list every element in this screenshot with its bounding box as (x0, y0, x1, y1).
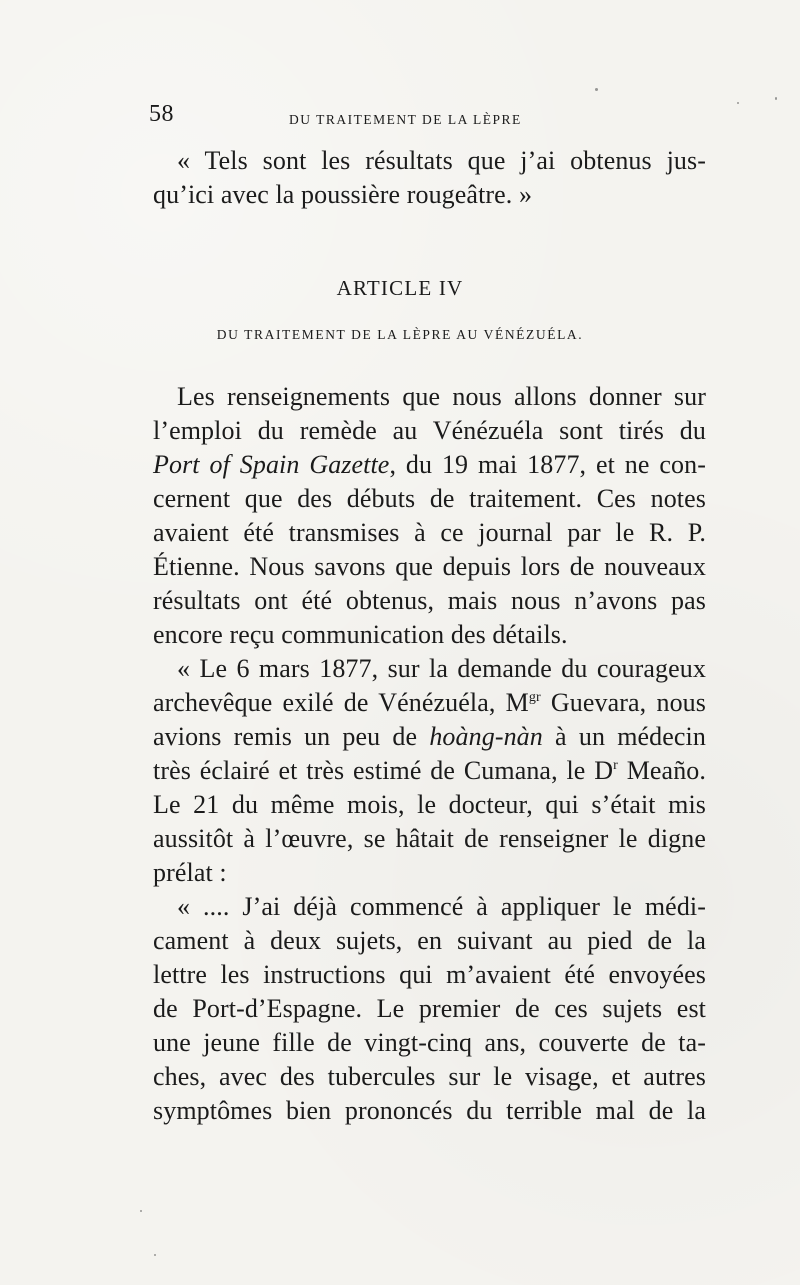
page-number: 58 (149, 101, 174, 127)
text-line: encore reçu communication des détails. (153, 620, 568, 649)
text-line: résultats ont été obtenus, mais nous n’avons pas (153, 586, 706, 615)
text-line: aussitôt à l’œuvre, se hâtait de renseigner le digne (153, 824, 706, 853)
print-speck (595, 88, 598, 91)
text-fragment: Meaño. (617, 756, 706, 785)
text-fragment: à un médecin (542, 722, 706, 751)
paragraph-intro (153, 380, 706, 652)
text-fragment: très éclairé et très estimé de Cumana, le D (153, 756, 614, 785)
text-fragment: Guevara, nous (540, 688, 706, 717)
text-line (153, 754, 706, 788)
text-line: « Tels sont les résultats que j’ai obtenus jus- (177, 146, 706, 175)
text-line: cernent que des débuts de traitement. Ces notes (153, 484, 706, 513)
text-line: ches, avec des tubercules sur le visage, et autres (153, 1062, 706, 1091)
journal-title: Port of Spain Gazette (153, 450, 390, 479)
text-line: qu’ici avec la poussière rougeâtre. » (153, 180, 533, 209)
text-line: prélat : (153, 858, 227, 887)
text-line: Les renseignements que nous allons donner sur (177, 382, 706, 411)
section-title: DU TRAITEMENT DE LA LÈPRE AU VÉNÉZUÉLA. (216, 327, 584, 342)
text-line: l’emploi du remède au Vénézuéla sont tirés du (153, 416, 706, 445)
text-line (153, 686, 706, 720)
text-line (153, 720, 706, 754)
text-line: avaient été transmises à ce journal par le R. P. (153, 518, 706, 547)
remedy-name: hoàng-nàn (429, 722, 543, 751)
running-head: DU TRAITEMENT DE LA LÈPRE (289, 112, 522, 127)
print-speck (154, 1254, 156, 1256)
superscript: gr (528, 690, 541, 705)
text-line: lettre les instructions qui m’avaient été envoyées (153, 960, 706, 989)
text-line: Étienne. Nous savons que depuis lors de nouveaux (153, 552, 706, 581)
print-speck (737, 102, 739, 104)
text-line: symptômes bien prononcés du terrible mal de la (153, 1096, 706, 1125)
text-line: de Port-d’Espagne. Le premier de ces sujets est (153, 994, 706, 1023)
page-header (149, 101, 710, 135)
text-line: « Le 6 mars 1877, sur la demande du courageux (177, 654, 706, 683)
text-line: « .... J’ai déjà commencé à appliquer le médi- (177, 892, 706, 921)
article-title: ARTICLE IV (336, 276, 464, 300)
print-speck (775, 97, 777, 100)
print-speck (140, 1210, 142, 1212)
text-line: une jeune fille de vingt-cinq ans, couverte de ta- (153, 1028, 706, 1057)
superscript: r (613, 758, 618, 773)
text-fragment: archevêque exilé de Vénézuéla, M (153, 688, 529, 717)
text-fragment: avions remis un peu de (153, 722, 430, 751)
text-fragment: , du 19 mai 1877, et ne con- (389, 450, 706, 479)
text-line (153, 448, 706, 482)
text-line: cament à deux sujets, en suivant au pied de la (153, 926, 706, 955)
paragraph-quote-two (153, 890, 706, 1128)
paragraph-quote-one (153, 652, 706, 890)
text-line: Le 21 du même mois, le docteur, qui s’était mis (153, 790, 706, 819)
opening-quote (153, 144, 706, 212)
